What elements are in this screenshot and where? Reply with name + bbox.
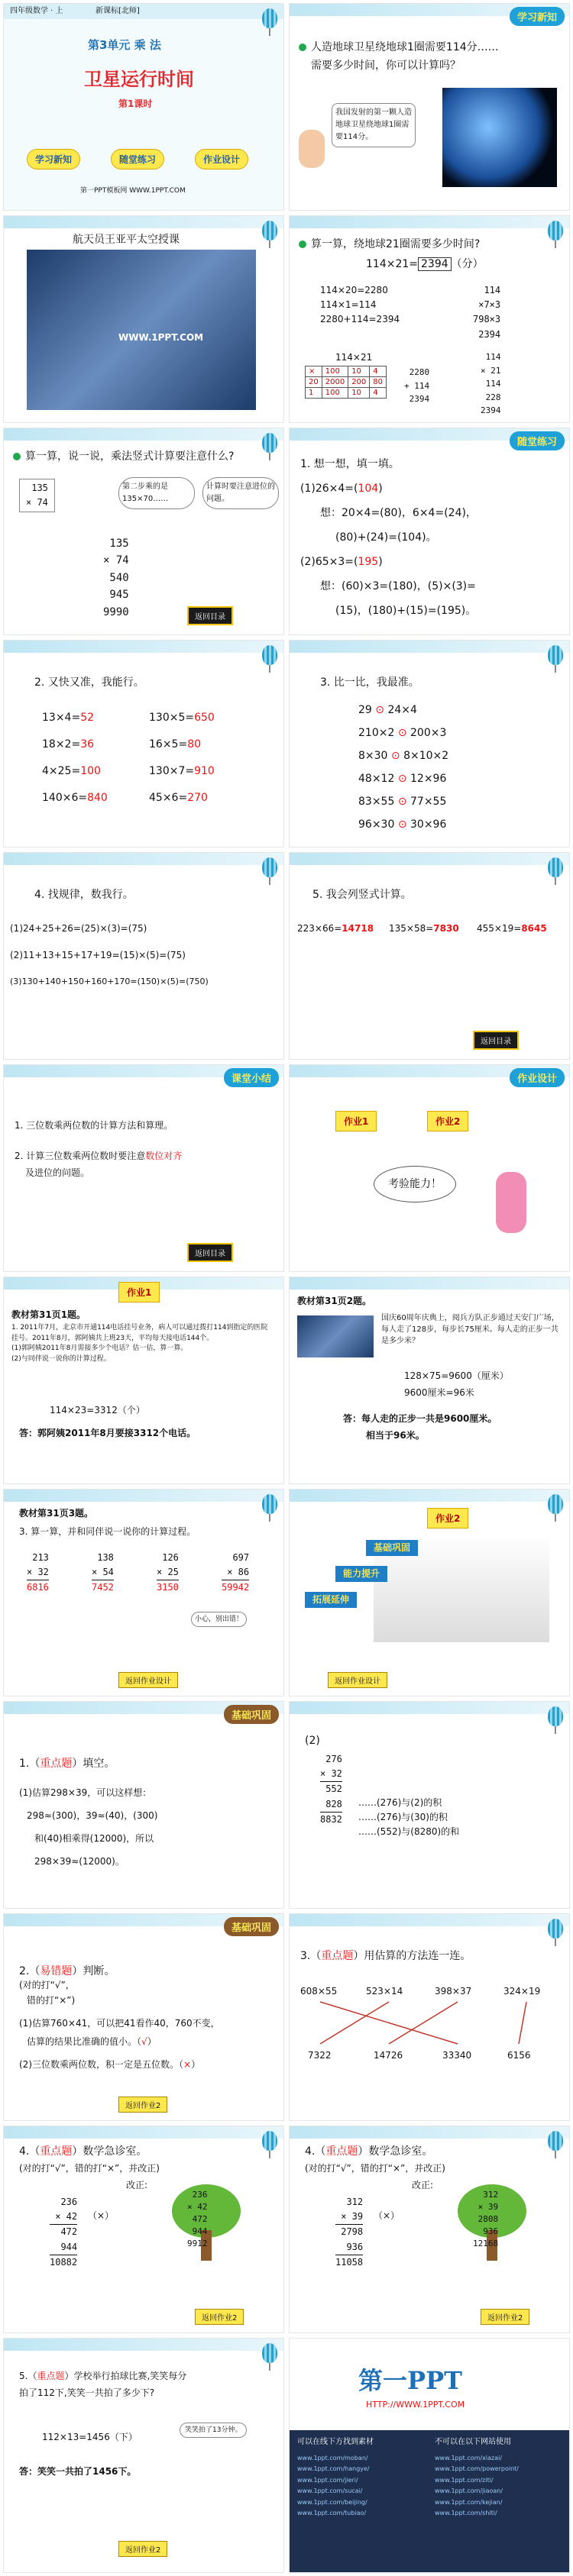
links-col-2 <box>435 2453 519 2519</box>
cmp-row-6: 96×30 ⊙ 30×96 <box>358 818 447 831</box>
back-homework-button[interactable]: 返回作业设计 <box>328 1672 387 1688</box>
column-calc: 114 × 21 114 228 2394 <box>481 352 501 416</box>
summary-2: 2. 计算三位数乘两位数时要注意数位对齐 <box>15 1151 183 1161</box>
method-split: 114×20=2280 114×1=114 2280+114=2394 <box>320 285 400 325</box>
equation: 112×13=1456（下） <box>42 2432 138 2442</box>
equation-2: 9600厘米=96米 <box>404 1387 474 1398</box>
calc-2: 135×58=7830 <box>389 923 459 934</box>
slide-21[interactable] <box>3 2126 284 2333</box>
slide-14[interactable] <box>289 1277 570 1484</box>
match-lines <box>290 1998 565 2051</box>
result-2: 14726 <box>374 2050 403 2061</box>
instructions: (对的打“√”，错的打“×”，并改正) <box>19 2163 160 2174</box>
link[interactable]: www.1ppt.com/hangye/ <box>297 2465 370 2473</box>
row-3: 4×25=100 <box>42 765 101 777</box>
balloon-icon <box>548 1919 563 1938</box>
line-1: (1)估算298×39，可以这样想： <box>19 1787 152 1798</box>
column-calc: 135 × 74 540 945 9990 <box>103 537 129 618</box>
link[interactable]: www.1ppt.com/ziti/ <box>435 2476 494 2484</box>
slide-15[interactable] <box>3 1489 284 1696</box>
fix-label: 改正: <box>412 2180 434 2190</box>
hint-2: 错的打“×”) <box>27 1995 76 2006</box>
lesson-title: 卫星运行时间 <box>84 69 194 90</box>
balloon-icon <box>548 1494 563 1514</box>
calc-2: 138 × 54 7452 <box>92 1552 114 1593</box>
btn-practice[interactable]: 随堂练习 <box>111 149 164 169</box>
heading: 2.（易错题）判断。 <box>19 1965 115 1977</box>
back-homework-button[interactable]: 返回作业设计 <box>118 1672 178 1688</box>
speech-bubble: 考验能力！ <box>374 1166 456 1202</box>
slide-20[interactable] <box>289 1913 570 2121</box>
annot-2: ……(276)与(30)的积 <box>358 1812 448 1822</box>
calc-3: 126 × 25 3150 <box>157 1552 179 1593</box>
line-5: 想：(60)×3=(180)，(5)×(3)= <box>320 580 476 592</box>
problem-box: 135 × 74 <box>19 479 55 512</box>
expr-2: 523×14 <box>366 1986 403 1997</box>
result-3: 33340 <box>442 2050 472 2061</box>
equation-1: 128×75=9600（厘米） <box>404 1370 509 1381</box>
column-calc: 276 × 32 552 828 8832 <box>320 1752 342 1827</box>
link[interactable]: www.1ppt.com/kejian/ <box>435 2498 503 2506</box>
teacher-figure <box>299 130 325 168</box>
bullet-icon <box>13 453 21 460</box>
btn-learn[interactable]: 学习新知 <box>27 149 80 169</box>
problem-text: 1. 2011年7月，北京市开通114电话挂号业务，病人可以通过拨打114到指定的医院挂号。2011年8月，郭阿姨共上班23天，平均每天接电话144个。 (1)郭阿姨2011年8月需接多少个电话？估一估，算一算。 (2)与同伴说一说你的计算过程。 <box>11 1324 268 1363</box>
balloon-icon <box>548 1706 563 1726</box>
balloon-icon <box>262 433 277 453</box>
cmp-row-4: 48×12 ⊙ 12×96 <box>358 773 447 785</box>
problem-text: 国庆60周年庆典上，阅兵方队正步通过天安门广场，每人走了128步，每步长75厘米。每人走的正步一共是多少米？ <box>381 1314 559 1345</box>
slide-6[interactable] <box>289 428 570 635</box>
item-1: (1)估算760×41，可以把41看作40，760不变， <box>19 2018 220 2029</box>
speech-bubble: 笑笑拍了13分钟。 <box>180 2423 247 2438</box>
match-line-2 <box>320 2002 389 2044</box>
link[interactable]: www.1ppt.com/jiaoan/ <box>435 2487 503 2495</box>
question-line1: 5.（重点题）学校举行拍球比赛,笑笑每分 <box>19 2371 187 2381</box>
answer-1: 答：每人走的正步一共是9600厘米。 <box>343 1413 497 1424</box>
balloon-icon <box>262 1494 277 1514</box>
match-line-4 <box>519 2002 526 2044</box>
edition-label: 新课标[北师] <box>96 7 140 15</box>
level-extension[interactable]: 拓展延伸 <box>305 1592 357 1608</box>
fix-label: 改正: <box>126 2180 148 2190</box>
slide-13[interactable] <box>3 1277 284 1484</box>
cmp-row-5: 83×55 ⊙ 77×55 <box>358 796 447 808</box>
calc-1: 223×66=14718 <box>297 923 374 934</box>
equation: 114×23=3312（个） <box>50 1405 145 1416</box>
heading: 3.（重点题）用估算的方法连一连。 <box>300 1950 471 1962</box>
slide-3[interactable] <box>3 215 284 423</box>
space-class-photo <box>27 250 256 410</box>
question: 算一算，绕地球21圈需要多少时间? <box>299 236 480 253</box>
slide-5[interactable] <box>3 428 284 635</box>
heading: 4.（重点题）数学急诊室。 <box>19 2145 147 2158</box>
link[interactable]: www.1ppt.com/beijing/ <box>297 2498 367 2506</box>
match-line-3 <box>389 2002 458 2044</box>
balloon-icon <box>262 2131 277 2151</box>
table-sum: 2280 + 114 2394 <box>404 367 430 405</box>
speech-bubble: 小心，别出错！ <box>191 1612 247 1627</box>
pattern-3: (3)130+140+150+160+170=(150)×(5)=(750) <box>10 976 209 986</box>
heading: 4.（重点题）数学急诊室。 <box>305 2145 433 2158</box>
earth-image <box>442 88 557 187</box>
result-4: 6156 <box>507 2050 531 2061</box>
back-button[interactable]: 返回目录 <box>187 606 233 625</box>
question: 算一算，说一说，乘法竖式计算要注意什么? <box>13 448 234 465</box>
row-4: 140×6=840 <box>42 792 108 804</box>
annot-1: ……(276)与(2)的积 <box>358 1797 442 1808</box>
line-3: 和(40)相乘得(12000)，所以 <box>34 1833 154 1844</box>
source: 教材第31页1题。 <box>11 1309 86 1320</box>
heading: 4. 找规律，数我行。 <box>34 889 134 901</box>
source: 教材第31页3题。 <box>19 1508 94 1519</box>
tag-hw1: 作业1 <box>118 1282 160 1303</box>
slide-12[interactable] <box>289 1064 570 1272</box>
grid-table: × 100 10 4 20 2000 200 80 1 100 10 4 <box>305 366 387 399</box>
row-1b: 130×5=650 <box>149 712 215 724</box>
slide-24[interactable] <box>289 2338 570 2573</box>
heading: 3. 比一比，我最准。 <box>320 676 419 689</box>
back-button[interactable]: 返回目录 <box>473 1031 519 1050</box>
link[interactable]: www.1ppt.com/jieri/ <box>297 2476 358 2484</box>
parade-photo <box>297 1315 374 1357</box>
back-homework2-button[interactable]: 返回作业2 <box>118 2541 167 2557</box>
link[interactable]: www.1ppt.com/sucai/ <box>297 2487 363 2495</box>
heading: 1. 想一想，填一填。 <box>300 458 400 470</box>
calc-1: 213 × 32 6816 <box>27 1552 49 1593</box>
line-2: 想：20×4=(80)，6×4=(24)， <box>320 507 477 519</box>
tag-basic: 基础巩固 <box>224 1917 279 1936</box>
result-1: 7322 <box>308 2050 332 2061</box>
row-2b: 16×5=80 <box>149 738 202 751</box>
expr-4: 324×19 <box>503 1986 541 1997</box>
slide-1[interactable] <box>3 3 284 211</box>
slide-17[interactable] <box>3 1701 284 1909</box>
line-3: (80)+(24)=(104)。 <box>335 531 437 544</box>
bubble-1: 第二步乘的是135×70…… <box>118 477 195 509</box>
balloon-icon <box>262 2343 277 2363</box>
speech-bubble: 我国发射的第一颗人造地球卫星绕地球1圈需要114分。 <box>332 103 416 147</box>
slide-4[interactable] <box>289 215 570 423</box>
balloon-icon <box>262 645 277 665</box>
unit-title: 第3单元 乘 法 <box>88 38 161 52</box>
question-line1: 人造地球卫星绕地球1圈需要114分…… <box>299 39 499 56</box>
back-homework2-button[interactable]: 返回作业2 <box>195 2309 244 2325</box>
slide-19[interactable] <box>3 1913 284 2121</box>
lesson-number: 第1课时 <box>118 98 153 109</box>
balloon-icon <box>262 221 277 240</box>
links-heading-1: 可以在线下方找到素材 <box>297 2438 374 2446</box>
level-basic[interactable]: 基础巩固 <box>366 1540 418 1556</box>
link[interactable]: www.1ppt.com/tubiao/ <box>297 2509 367 2516</box>
slide-11[interactable] <box>3 1064 284 1272</box>
heading: 5. 我会列竖式计算。 <box>312 889 412 901</box>
homework-1-button[interactable]: 作业1 <box>335 1111 377 1131</box>
summary-1: 1. 三位数乘两位数的计算方法和算理。 <box>15 1120 173 1131</box>
slide-10[interactable] <box>289 852 570 1060</box>
match-line-1 <box>320 2002 458 2044</box>
brand-logo: 第一PPT <box>358 2366 462 2395</box>
source: 教材第31页2题。 <box>297 1296 372 1306</box>
wrong-calc: 236 × 42 472 944 10882 <box>50 2195 77 2270</box>
line-1: (1)26×4=(104) <box>300 483 383 495</box>
link[interactable]: www.1ppt.com/powerpoint/ <box>435 2465 519 2473</box>
slide-9[interactable] <box>3 852 284 1060</box>
item-1b: 估算的结果比准确的值小。（√） <box>27 2036 157 2047</box>
level-advanced[interactable]: 能力提升 <box>335 1566 387 1582</box>
balloon-icon <box>262 8 277 28</box>
slide-2[interactable] <box>289 3 570 211</box>
links-panel <box>290 2430 570 2573</box>
question: 3. 算一算，并和同伴说一说你的计算过程。 <box>19 1526 196 1537</box>
heading: 1.（重点题）填空。 <box>19 1758 115 1770</box>
slide-23[interactable] <box>3 2338 284 2573</box>
bullet-icon <box>299 240 306 248</box>
balloon-icon <box>548 2131 563 2151</box>
corrected-calc: 236 × 42 472 944 9912 <box>187 2190 208 2248</box>
equation: 114×21= 2394 （分） <box>366 258 484 270</box>
slide-16[interactable] <box>289 1489 570 1696</box>
back-button[interactable]: 返回目录 <box>187 1243 233 1262</box>
mark: （×） <box>88 2210 115 2221</box>
wrong-calc: 312 × 39 2798 936 11058 <box>335 2195 363 2270</box>
answer-2: 相当于96米。 <box>366 1430 425 1441</box>
pattern-2: (2)11+13+15+17+19=(15)×(5)=(75) <box>10 950 186 960</box>
balloon-icon <box>262 857 277 877</box>
method-chain: 114 ×7×3 798×3 2394 <box>473 285 501 340</box>
girl-figure <box>496 1172 526 1233</box>
cmp-row-3: 8×30 ⊙ 8×10×2 <box>358 750 449 762</box>
table-title: 114×21 <box>335 352 373 363</box>
slide-22[interactable] <box>289 2126 570 2333</box>
row-3b: 130×7=910 <box>149 765 215 777</box>
pattern-1: (1)24+25+26=(25)×(3)=(75) <box>10 923 147 934</box>
summary-2b: 及进位的问题。 <box>25 1167 90 1178</box>
grade-label: 四年级数学 · 上 <box>10 7 63 15</box>
item-2: (2)三位数乘两位数，积一定是五位数。（×） <box>19 2059 201 2070</box>
line-6: (15)，(180)+(15)=(195)。 <box>335 605 477 617</box>
corrected-calc: 312 × 39 2808 936 12168 <box>473 2190 499 2248</box>
row-1: 13×4=52 <box>42 712 95 724</box>
line-4: 298×39≈(12000)。 <box>34 1856 125 1867</box>
calc-3: 455×19=8645 <box>477 923 547 934</box>
back-homework2-button[interactable]: 返回作业2 <box>118 2097 167 2113</box>
question-line2: 拍了112下,笑笑一共拍了多少下? <box>19 2387 155 2398</box>
link[interactable]: www.1ppt.com/moban/ <box>297 2455 368 2461</box>
mark: （×） <box>374 2210 400 2221</box>
answer: 答：郭阿姨2011年8月要接3312个电话。 <box>19 1428 196 1438</box>
link[interactable]: www.1ppt.com/xiazai/ <box>435 2455 503 2461</box>
btn-homework[interactable]: 作业设计 <box>195 149 248 169</box>
slide-8[interactable] <box>289 640 570 847</box>
balloon-icon <box>548 857 563 877</box>
row-4b: 45×6=270 <box>149 792 208 804</box>
hint-1: (对的打“√”， <box>19 1980 75 1990</box>
tag-basic: 基础巩固 <box>224 1705 279 1724</box>
links-col-1 <box>297 2453 370 2519</box>
photo-caption: 航天员王亚平太空授课 <box>73 234 180 246</box>
instructions: (对的打“√”，错的打“×”，并改正) <box>305 2163 445 2174</box>
brand-url: HTTP://WWW.1PPT.COM <box>366 2400 465 2410</box>
back-homework2-button[interactable]: 返回作业2 <box>481 2309 529 2325</box>
cmp-row-1: 29 ⊙ 24×4 <box>358 704 417 716</box>
slide-7[interactable] <box>3 640 284 847</box>
watermark: WWW.1PPT.COM <box>118 332 204 343</box>
answer: 答：笑笑一共拍了1456下。 <box>19 2466 137 2477</box>
annot-3: ……(552)与(8280)的和 <box>358 1826 460 1837</box>
question-line2: 需要多少时间，你可以计算吗？ <box>311 60 461 72</box>
site-label: 第一PPT模板网 WWW.1PPT.COM <box>80 187 186 195</box>
tag-homework: 作业设计 <box>510 1068 565 1087</box>
tag-practice: 随堂练习 <box>510 431 565 450</box>
expr-1: 608×55 <box>300 1986 338 1997</box>
heading: (2) <box>305 1735 320 1747</box>
tag-hw2: 作业2 <box>427 1508 468 1528</box>
tag-learn: 学习新知 <box>510 7 565 26</box>
balloon-icon <box>548 645 563 665</box>
bullet-icon <box>299 44 306 51</box>
links-heading-2: 不可以在以下网站使用 <box>435 2438 511 2446</box>
link[interactable]: www.1ppt.com/shiti/ <box>435 2509 497 2516</box>
balloon-icon <box>548 221 563 240</box>
slide-18[interactable] <box>289 1701 570 1909</box>
line-2: 298≈(300)，39≈(40)，(300) <box>27 1810 158 1821</box>
calc-4: 697 × 86 59942 <box>222 1552 250 1593</box>
line-4: (2)65×3=(195) <box>300 556 383 568</box>
expr-3: 398×37 <box>435 1986 472 1997</box>
cmp-row-2: 210×2 ⊙ 200×3 <box>358 727 447 739</box>
tag-summary: 课堂小结 <box>224 1068 279 1087</box>
bubble-2: 计算时要注意进位的问题。 <box>202 477 279 509</box>
row-2: 18×2=36 <box>42 738 95 751</box>
heading: 2. 又快又准，我能行。 <box>34 676 144 689</box>
homework-2-button[interactable]: 作业2 <box>427 1111 468 1131</box>
